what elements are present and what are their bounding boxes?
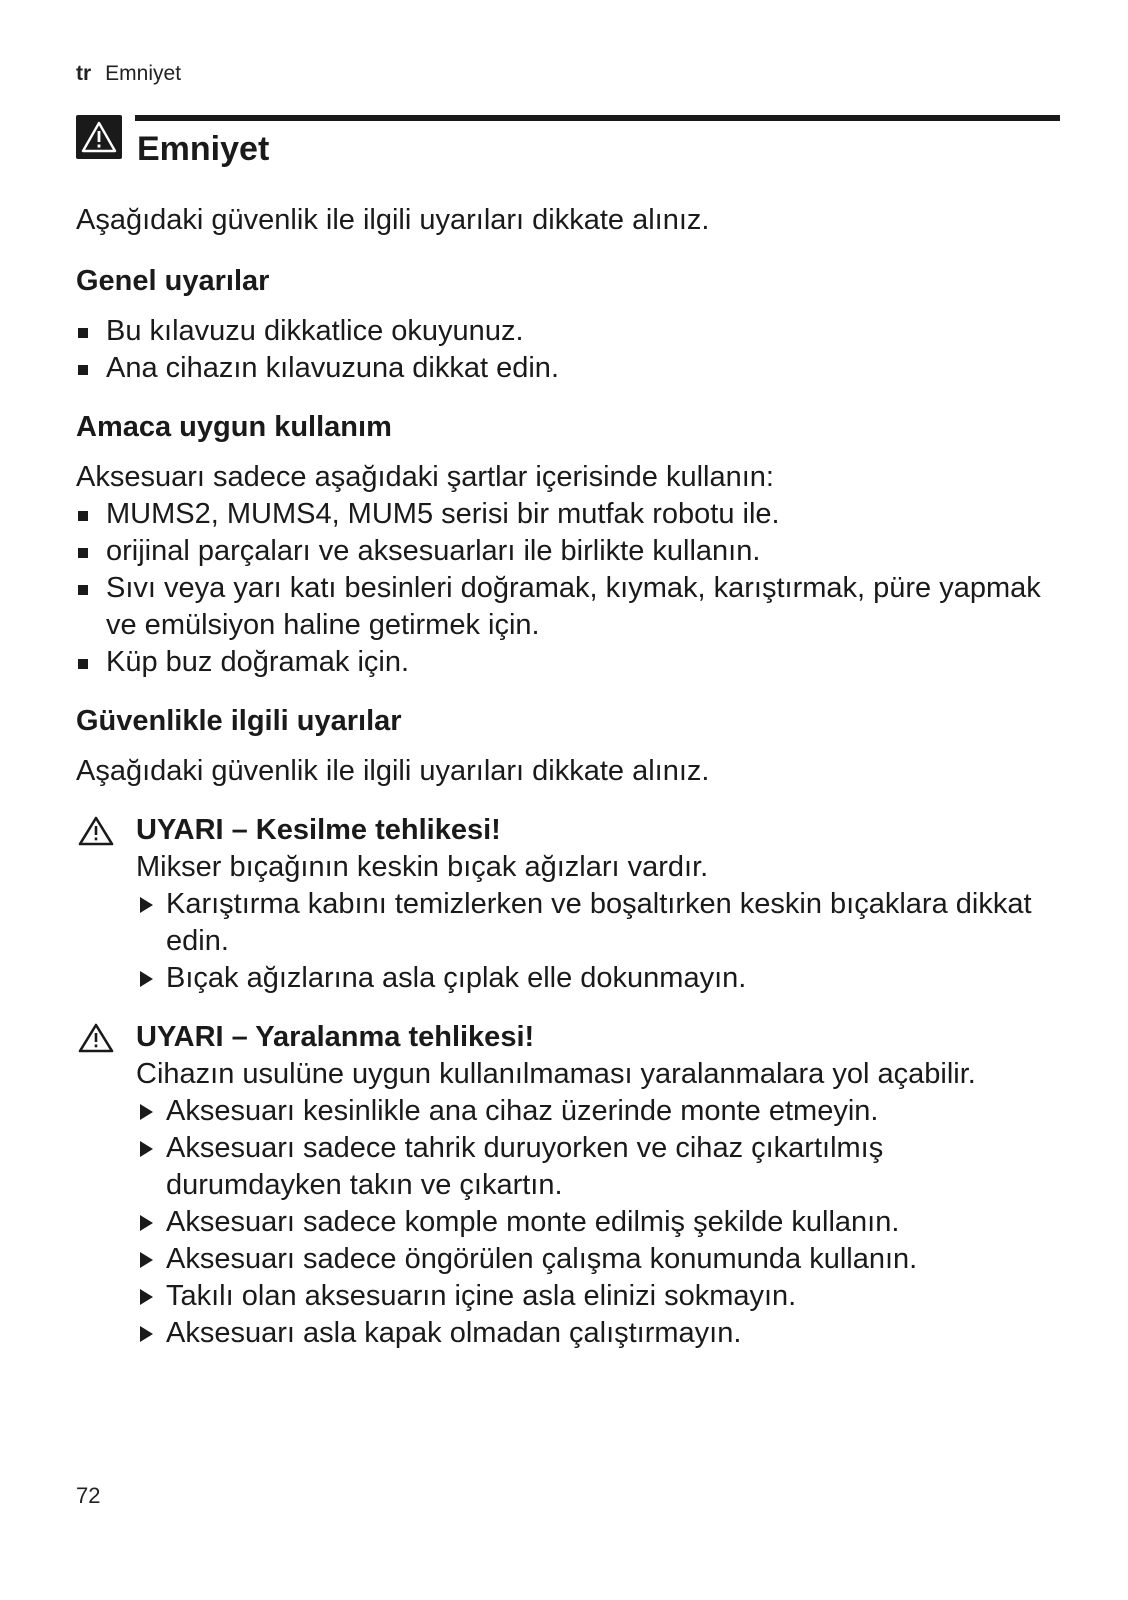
list-item: Ana cihazın kılavuzuna dikkat edin. <box>76 350 1061 387</box>
safety-text: Aşağıdaki güvenlik ile ilgili uyarıları dikkate alınız. <box>76 755 710 787</box>
warning-triangle-icon <box>78 1023 114 1053</box>
warning-text: Mikser bıçağının keskin bıçak ağızları vardır. <box>136 851 709 883</box>
list-item: Küp buz doğramak için. <box>76 644 1061 681</box>
general-list <box>76 313 1061 387</box>
instruction-item: Bıçak ağızlarına asla çıplak elle dokunmayın. <box>136 960 1061 997</box>
language-code: tr <box>76 62 92 85</box>
running-header <box>76 62 181 86</box>
page-title: Emniyet <box>137 130 270 168</box>
instruction-item: Aksesuarı asla kapak olmadan çalıştırmayın. <box>136 1315 1061 1352</box>
page-number: 72 <box>76 1483 101 1508</box>
instruction-item: Karıştırma kabını temizlerken ve boşaltırken keskin bıçaklara dikkat edin. <box>136 886 1061 960</box>
warning-instructions <box>136 886 1061 997</box>
instruction-item: Aksesuarı sadece komple monte edilmiş şekilde kullanın. <box>136 1204 1061 1241</box>
instruction-item: Aksesuarı sadece tahrik duruyorken ve cihaz çıkartılmış durumdayken takın ve çıkartın. <box>136 1130 1061 1204</box>
instruction-item: Takılı olan aksesuarın içine asla elinizi sokmayın. <box>136 1278 1061 1315</box>
intended-use-heading: Amaca uygun kullanım <box>76 411 392 443</box>
list-item: orijinal parçaları ve aksesuarları ile birlikte kullanın. <box>76 533 1061 570</box>
main-content <box>76 202 1061 1352</box>
title-rule <box>135 115 1060 121</box>
list-item: Bu kılavuzu dikkatlice okuyunuz. <box>76 313 1061 350</box>
warning-triangle-icon <box>78 816 114 846</box>
list-item: Sıvı veya yarı katı besinleri doğramak, kıymak, karıştırmak, püre yapmak ve emülsiyon haline getirmek için. <box>76 570 1061 644</box>
warning-instructions <box>136 1093 1061 1352</box>
instruction-item: Aksesuarı kesinlikle ana cihaz üzerinde monte etmeyin. <box>136 1093 1061 1130</box>
safety-heading: Güvenlikle ilgili uyarılar <box>76 705 402 737</box>
warning-text: Cihazın usulüne uygun kullanılmaması yaralanmalara yol açabilir. <box>136 1058 976 1090</box>
warning-cut-hazard <box>76 812 1061 997</box>
instruction-item: Aksesuarı sadece öngörülen çalışma konumunda kullanın. <box>136 1241 1061 1278</box>
intro-text: Aşağıdaki güvenlik ile ilgili uyarıları dikkate alınız. <box>76 204 710 236</box>
warning-title: UYARI – Yaralanma tehlikesi! <box>136 1021 535 1053</box>
list-item: MUMS2, MUMS4, MUM5 serisi bir mutfak robotu ile. <box>76 496 1061 533</box>
general-heading: Genel uyarılar <box>76 265 270 297</box>
intended-use-text: Aksesuarı sadece aşağıdaki şartlar içerisinde kullanın: <box>76 461 774 493</box>
warning-title: UYARI – Kesilme tehlikesi! <box>136 814 501 846</box>
warning-box-icon <box>76 115 122 159</box>
warning-injury-hazard <box>76 1019 1061 1352</box>
intended-use-list <box>76 496 1061 681</box>
header-section: Emniyet <box>105 62 182 85</box>
